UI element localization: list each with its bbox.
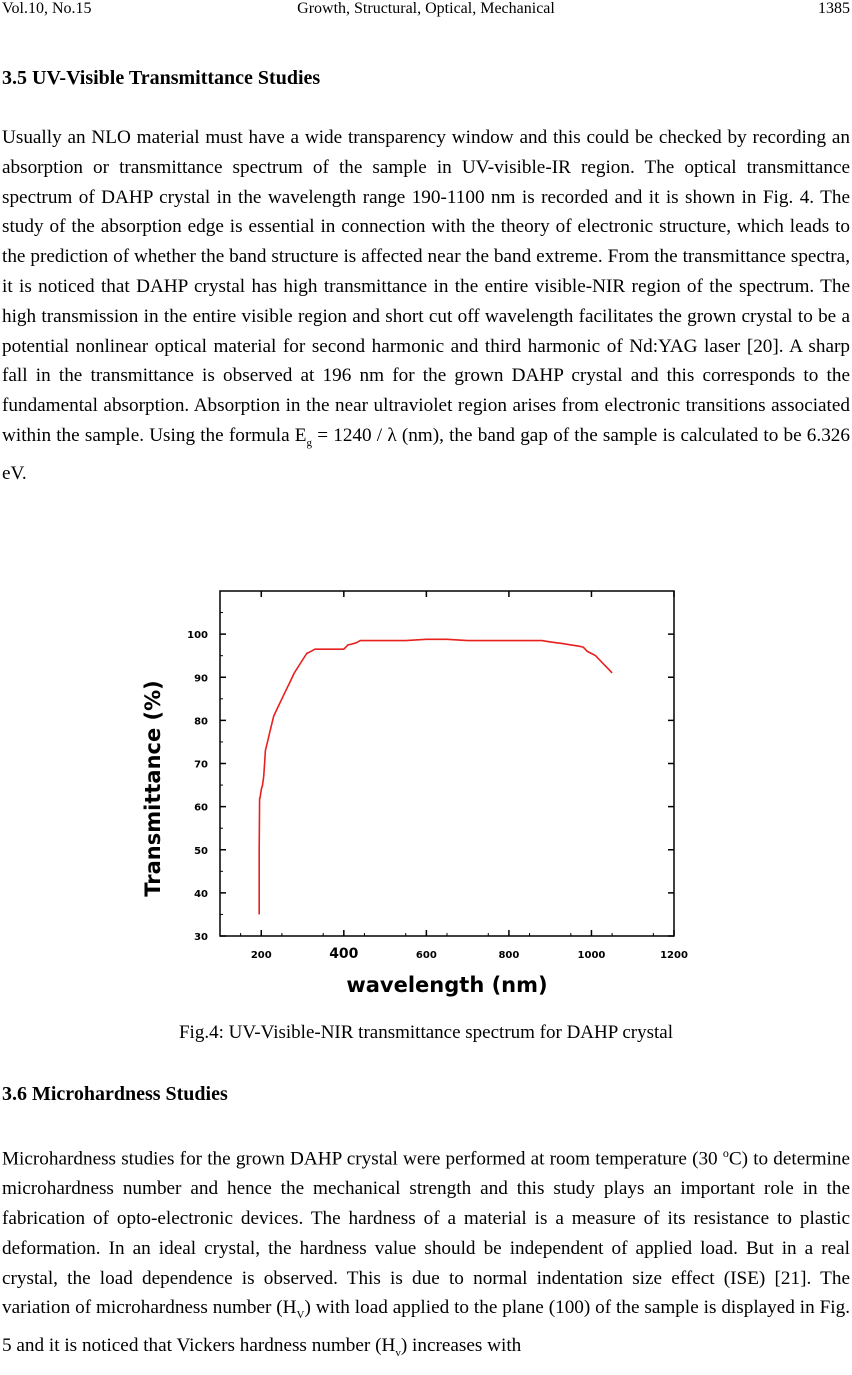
uv-paragraph-text: Usually an NLO material must have a wide transparency window and this could be checked by recording an absorption or transmittance spectrum of the sample in UV-visible-IR region. The optical transmittance spectrum of DAHP crystal in the wavelength range 190-1100 nm is recorded and it is shown in Fig. 4. The study of the absorption edge is essential in connection with the theory of electronic structure, which leads to the prediction of whether the band structure is affected near the band extreme. From the transmittance spectra, it is noticed that DAHP crystal has high transmittance in the entire visible-NIR region of the spectrum. The high transmission in the entire visible region and short cut off wavelength facilitates the grown crystal to be a potential nonlinear optical material for second harmonic and third harmonic of Nd:YAG laser [20]. A sharp fall in the transmittance is observed at 196 nm for the grown DAHP crystal and this corresponds to the fundamental absorption. Absorption in the near ultraviolet region arises from electronic transitions associated within the sample. Using the formula [2, 127, 850, 446]
journal-volume: Vol.10, No.15 [2, 0, 92, 17]
y-tick-label: 100 [187, 630, 208, 642]
y-tick-label: 30 [194, 932, 208, 943]
y-tick-label: 90 [194, 673, 208, 685]
x-tick-label: 1000 [577, 950, 606, 961]
hv-subscript: V [296, 1309, 305, 1322]
hv-subscript-2: v [395, 1346, 401, 1359]
uv-visible-paragraph [2, 123, 850, 488]
y-tick-label: 60 [194, 802, 208, 814]
running-title: Growth, Structural, Optical, Mechanical [297, 0, 555, 17]
y-tick-label: 40 [194, 888, 208, 900]
transmittance-chart [130, 580, 700, 1005]
transmittance-line [259, 639, 612, 914]
microhardness-text-a: Microhardness studies for the grown DAHP crystal were performed at room temperature (30 [2, 1148, 723, 1170]
y-tick-label: 70 [194, 759, 208, 771]
x-tick-label: 200 [250, 950, 272, 961]
x-tick-label: 400 [329, 946, 359, 962]
figure-4-caption: Fig.4: UV-Visible-NIR transmittance spectrum for DAHP crystal [178, 1022, 673, 1043]
formula-rest: = 1240 / λ (nm), the band gap of the sample is calculated to be 6.326 eV. [2, 424, 850, 484]
formula-symbol: E [294, 424, 307, 446]
plot-frame [220, 591, 674, 936]
microhardness-text-d: ) increases with [400, 1335, 522, 1356]
x-tick-label: 1200 [660, 950, 688, 961]
microhardness-text-b: C) to determine microhardness number and hence the mechanical strength and this study plays an important role in the fabrication of opto-electronic devices. The hardness of a material is a measure of its resistance to plastic deformation. In an ideal crystal, the hardness value should be independent of applied load. But in a real crystal, the load dependence is observed. This is due to normal indentation size effect (ISE) [21]. The variation of microhardness number (H [2, 1148, 850, 1319]
degree-superscript: o [722, 1146, 729, 1160]
section-heading-uv-visible: 3.5 UV-Visible Transmittance Studies [2, 67, 321, 89]
formula-subscript: g [306, 436, 313, 449]
microhardness-text-c: ) with load applied to the plane (100) of the sample is displayed in Fig. 5 and it is noticed that Vickers hardness number (H [2, 1297, 850, 1356]
x-tick-label: 600 [415, 950, 437, 961]
y-axis-label: Transmittance (%) [141, 680, 165, 897]
y-tick-label: 80 [194, 716, 208, 728]
section-heading-microhardness: 3.6 Microhardness Studies [2, 1083, 228, 1105]
microhardness-paragraph [2, 1139, 850, 1369]
page-number: 1385 [818, 0, 850, 17]
page-header [0, 0, 852, 22]
x-tick-label: 800 [498, 950, 520, 961]
x-axis-label: wavelength (nm) [346, 973, 548, 997]
y-tick-label: 50 [194, 845, 208, 857]
